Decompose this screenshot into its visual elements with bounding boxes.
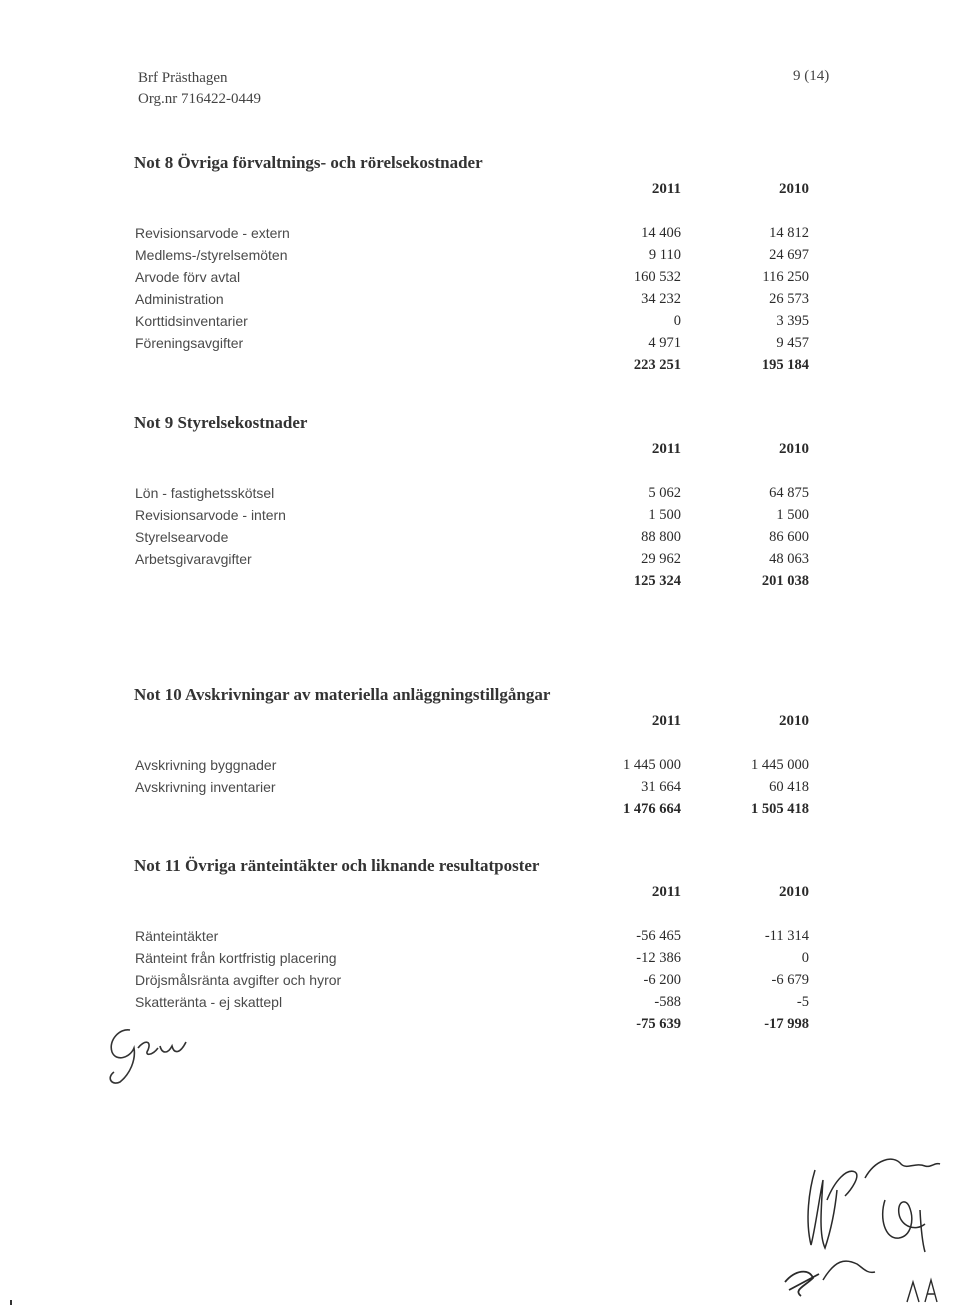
- row-label: Dröjsmålsränta avgifter och hyror: [135, 972, 342, 988]
- year-header-row: [134, 710, 814, 732]
- note-9: [134, 410, 814, 592]
- year-2010: 2010: [779, 441, 809, 457]
- table-row: [134, 925, 814, 947]
- value-2011: 0: [673, 313, 681, 329]
- note-title: Not 9 Styrelsekostnader: [134, 413, 308, 432]
- table-row: [134, 776, 814, 798]
- year-2011: 2011: [651, 181, 681, 197]
- value-2011: 1 445 000: [623, 757, 681, 773]
- row-label: Medlems-/styrelsemöten: [135, 247, 288, 263]
- note-11: [134, 853, 814, 1035]
- handwritten-initials-signature: [100, 1018, 210, 1088]
- value-2010: 14 812: [769, 225, 809, 241]
- year-2011: 2011: [651, 713, 681, 729]
- value-2010: 3 395: [776, 313, 809, 329]
- row-label: Revisionsarvode - extern: [135, 225, 290, 241]
- row-label: Skatteränta - ej skattepl: [135, 994, 283, 1010]
- document-header: [138, 68, 261, 110]
- year-2011: 2011: [651, 884, 681, 900]
- total-row: [134, 570, 814, 592]
- note-title: Not 10 Avskrivningar av materiella anläggningstillgångar: [134, 685, 551, 704]
- value-2011: 29 962: [641, 551, 681, 567]
- value-2010: 48 063: [769, 551, 809, 567]
- row-label: Administration: [135, 291, 224, 307]
- note-title: Not 11 Övriga ränteintäkter och liknande resultatposter: [134, 856, 540, 875]
- value-2010: 116 250: [762, 269, 809, 285]
- value-2011: 14 406: [641, 225, 681, 241]
- row-label: Avskrivning inventarier: [135, 779, 276, 795]
- value-2011: -12 386: [636, 950, 681, 966]
- table-row: [134, 332, 814, 354]
- total-2010: 1 505 418: [751, 801, 809, 817]
- total-2011: 223 251: [633, 357, 681, 373]
- total-2010: 195 184: [761, 357, 809, 373]
- value-2010: -6 679: [771, 972, 809, 988]
- table-row: [134, 504, 814, 526]
- handwritten-signatures: [775, 1140, 960, 1305]
- table-row: [134, 991, 814, 1013]
- value-2011: -56 465: [636, 928, 681, 944]
- table-row: [134, 266, 814, 288]
- page-number: 9 (14): [793, 68, 830, 84]
- table-row: [134, 482, 814, 504]
- value-2010: 24 697: [769, 247, 809, 263]
- table-row: [134, 526, 814, 548]
- year-header-row: [134, 438, 814, 460]
- total-2010: -17 998: [764, 1016, 809, 1032]
- value-2011: 1 500: [648, 507, 681, 523]
- table-row: [134, 310, 814, 332]
- value-2011: 4 971: [648, 335, 681, 351]
- value-2010: 26 573: [769, 291, 809, 307]
- table-row: [134, 288, 814, 310]
- total-2011: 125 324: [633, 573, 681, 589]
- value-2010: 60 418: [769, 779, 809, 795]
- value-2010: 1 500: [776, 507, 809, 523]
- row-label: Föreningsavgifter: [135, 335, 244, 351]
- table-row: [134, 548, 814, 570]
- value-2010: -5: [796, 994, 809, 1010]
- org-name: Brf Prästhagen: [138, 70, 228, 86]
- table-row: [134, 754, 814, 776]
- total-2011: 1 476 664: [623, 801, 681, 817]
- total-2011: -75 639: [636, 1016, 681, 1032]
- table-row: [134, 947, 814, 969]
- value-2010: 0: [801, 950, 809, 966]
- year-2011: 2011: [651, 441, 681, 457]
- row-label: Lön - fastighetsskötsel: [135, 485, 275, 501]
- scan-mark: [10, 1300, 12, 1305]
- value-2011: 9 110: [648, 247, 681, 263]
- year-2010: 2010: [779, 713, 809, 729]
- table-row: [134, 222, 814, 244]
- value-2011: 88 800: [641, 529, 681, 545]
- row-label: Ränteintäkter: [135, 928, 219, 944]
- value-2010: 1 445 000: [751, 757, 809, 773]
- value-2011: -6 200: [643, 972, 681, 988]
- total-row: [134, 354, 814, 376]
- row-label: Styrelsearvode: [135, 529, 229, 545]
- table-row: [134, 244, 814, 266]
- year-2010: 2010: [779, 181, 809, 197]
- total-2010: 201 038: [761, 573, 809, 589]
- row-label: Arvode förv avtal: [135, 269, 241, 285]
- value-2011: 34 232: [641, 291, 681, 307]
- row-label: Korttidsinventarier: [135, 313, 248, 329]
- note-10: [134, 682, 814, 820]
- value-2010: 9 457: [776, 335, 809, 351]
- value-2011: -588: [654, 994, 681, 1010]
- table-row: [134, 969, 814, 991]
- row-label: Arbetsgivaravgifter: [135, 551, 252, 567]
- row-label: Ränteint från kortfristig placering: [135, 950, 337, 966]
- org-number: Org.nr 716422-0449: [138, 91, 262, 107]
- total-row: [134, 1013, 814, 1035]
- row-label: Revisionsarvode - intern: [135, 507, 286, 523]
- total-row: [134, 798, 814, 820]
- value-2010: 64 875: [769, 485, 809, 501]
- year-header-row: [134, 881, 814, 903]
- year-2010: 2010: [779, 884, 809, 900]
- value-2011: 5 062: [648, 485, 681, 501]
- value-2011: 31 664: [641, 779, 681, 795]
- note-title: Not 8 Övriga förvaltnings- och rörelsekostnader: [134, 153, 483, 172]
- value-2010: -11 314: [764, 928, 809, 944]
- value-2011: 160 532: [633, 269, 681, 285]
- value-2010: 86 600: [769, 529, 809, 545]
- year-header-row: [134, 178, 814, 200]
- note-8: [134, 150, 814, 376]
- row-label: Avskrivning byggnader: [135, 757, 277, 773]
